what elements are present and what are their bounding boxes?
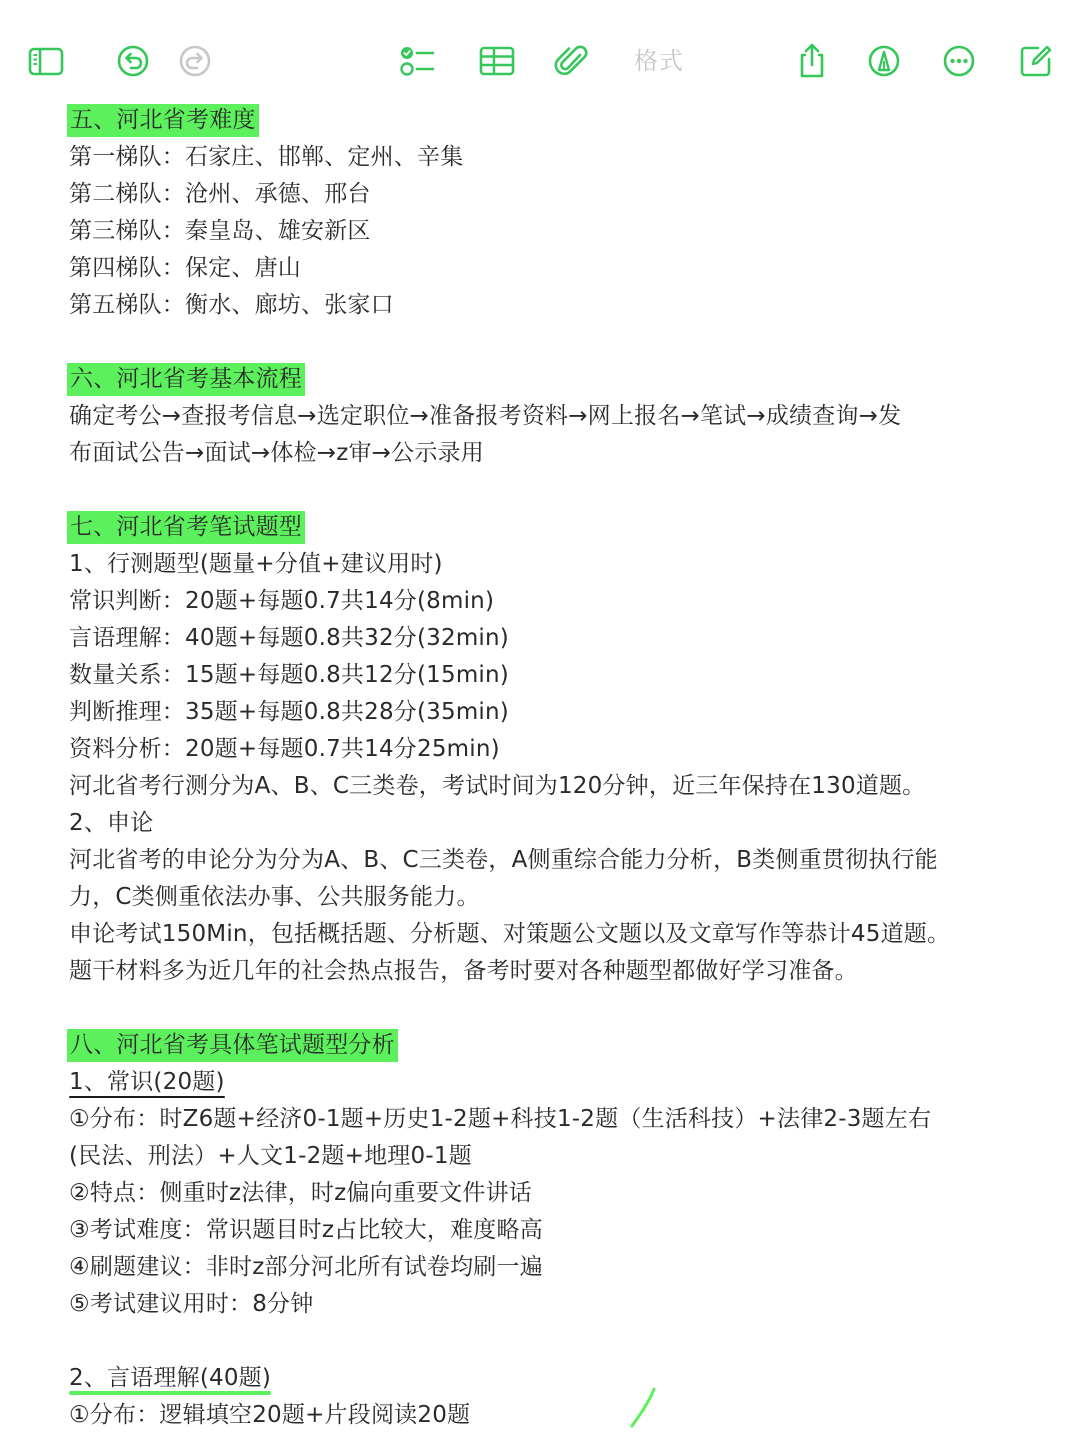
share-icon	[792, 41, 832, 81]
note-line: ①分布：逻辑填空20题+片段阅读20题	[69, 1402, 471, 1428]
new-note-button[interactable]	[1013, 38, 1059, 84]
note-line: 申论考试150Min，包括概括题、分析题、对策题公文题以及文章写作等恭计45道题。	[69, 921, 951, 947]
markup-pen-icon	[864, 41, 904, 81]
note-line: 河北省考行测分为A、B、C三类卷，考试时间为120分钟，近三年保持在130道题。	[69, 773, 926, 799]
note-line: 第四梯队：保定、唐山	[69, 255, 301, 281]
more-button[interactable]	[936, 38, 982, 84]
redo-button[interactable]	[172, 38, 218, 84]
section-5	[69, 102, 1009, 139]
note-line: ⑤考试建议用时：8分钟	[69, 1291, 314, 1317]
section-heading: 八、河北省考具体笔试题型分析	[67, 1027, 398, 1064]
note-line: 题干材料多为近几年的社会热点报告，备考时要对各种题型都做好学习准备。	[69, 958, 858, 984]
note-line: (民法、刑法）+人文1-2题+地理0-1题	[69, 1143, 472, 1169]
note-line: 第一梯队：石家庄、邯郸、定州、辛集	[69, 144, 464, 170]
note-line: 布面试公告→面试→体检→z审→公示录用	[69, 440, 484, 466]
note-line: 第三梯队：秦皇岛、雄安新区	[69, 218, 371, 244]
markup-button[interactable]	[861, 38, 907, 84]
note-line: 力，C类侧重依法办事、公共服务能力。	[69, 884, 480, 910]
subheading-line	[69, 1064, 1009, 1101]
note-line: ④刷题建议：非时z部分河北所有试卷均刷一遍	[69, 1254, 543, 1280]
note-line: 数量关系：15题+每题0.8共12分(15min)	[69, 662, 509, 688]
share-button[interactable]	[789, 38, 835, 84]
note-line: ①分布：时Z6题+经济0-1题+历史1-2题+科技1-2题（生活科技）+法律2-3题左右	[69, 1106, 932, 1132]
note-line: 常识判断：20题+每题0.7共14分(8min)	[69, 588, 495, 614]
subheading: 2、言语理解(40题)	[69, 1360, 271, 1397]
note-line: ③考试难度：常识题目时z占比较大，难度略高	[69, 1217, 543, 1243]
sidebar-toggle-button[interactable]	[23, 38, 69, 84]
more-icon	[939, 41, 979, 81]
undo-button[interactable]	[110, 38, 156, 84]
subheading: 1、常识(20题)	[69, 1064, 225, 1101]
section-heading: 五、河北省考难度	[67, 102, 259, 139]
table-button[interactable]	[474, 38, 520, 84]
section-heading: 七、河北省考笔试题型	[67, 509, 305, 546]
attachment-button[interactable]	[550, 38, 596, 84]
note-line: 河北省考的申论分为分为A、B、C三类卷，A侧重综合能力分析，B类侧重贯彻执行能	[69, 847, 938, 873]
subheading-line	[69, 1360, 1009, 1397]
note-body[interactable]	[69, 102, 1009, 1434]
note-line: 判断推理：35题+每题0.8共28分(35min)	[69, 699, 509, 725]
note-line: 第五梯队：衡水、廊坊、张家口	[69, 292, 394, 318]
note-line: 确定考公→查报考信息→选定职位→准备报考资料→网上报名→笔试→成绩查询→发	[69, 403, 902, 429]
format-button[interactable]: 格式	[634, 47, 684, 75]
note-line: ②特点：侧重时z法律，时z偏向重要文件讲话	[69, 1180, 532, 1206]
paperclip-icon	[553, 41, 593, 81]
section-heading: 六、河北省考基本流程	[67, 361, 305, 398]
note-line: 言语理解：40题+每题0.8共32分(32min)	[69, 625, 509, 651]
section-7	[69, 509, 1009, 546]
section-6	[69, 361, 1009, 398]
checklist-icon	[397, 41, 437, 81]
pen-stroke-mark	[628, 1386, 658, 1430]
note-line: 第二梯队：沧州、承德、邢台	[69, 181, 371, 207]
undo-icon	[113, 41, 153, 81]
note-line: 2、申论	[69, 810, 154, 836]
note-line: 1、行测题型(题量+分值+建议用时)	[69, 551, 443, 577]
redo-icon	[175, 41, 215, 81]
compose-icon	[1016, 41, 1056, 81]
checklist-button[interactable]	[394, 38, 440, 84]
table-icon	[477, 41, 517, 81]
note-line: 资料分析：20题+每题0.7共14分25min)	[69, 736, 500, 762]
sidebar-icon	[26, 41, 66, 81]
section-8	[69, 1027, 1009, 1064]
notes-toolbar	[0, 0, 1080, 100]
